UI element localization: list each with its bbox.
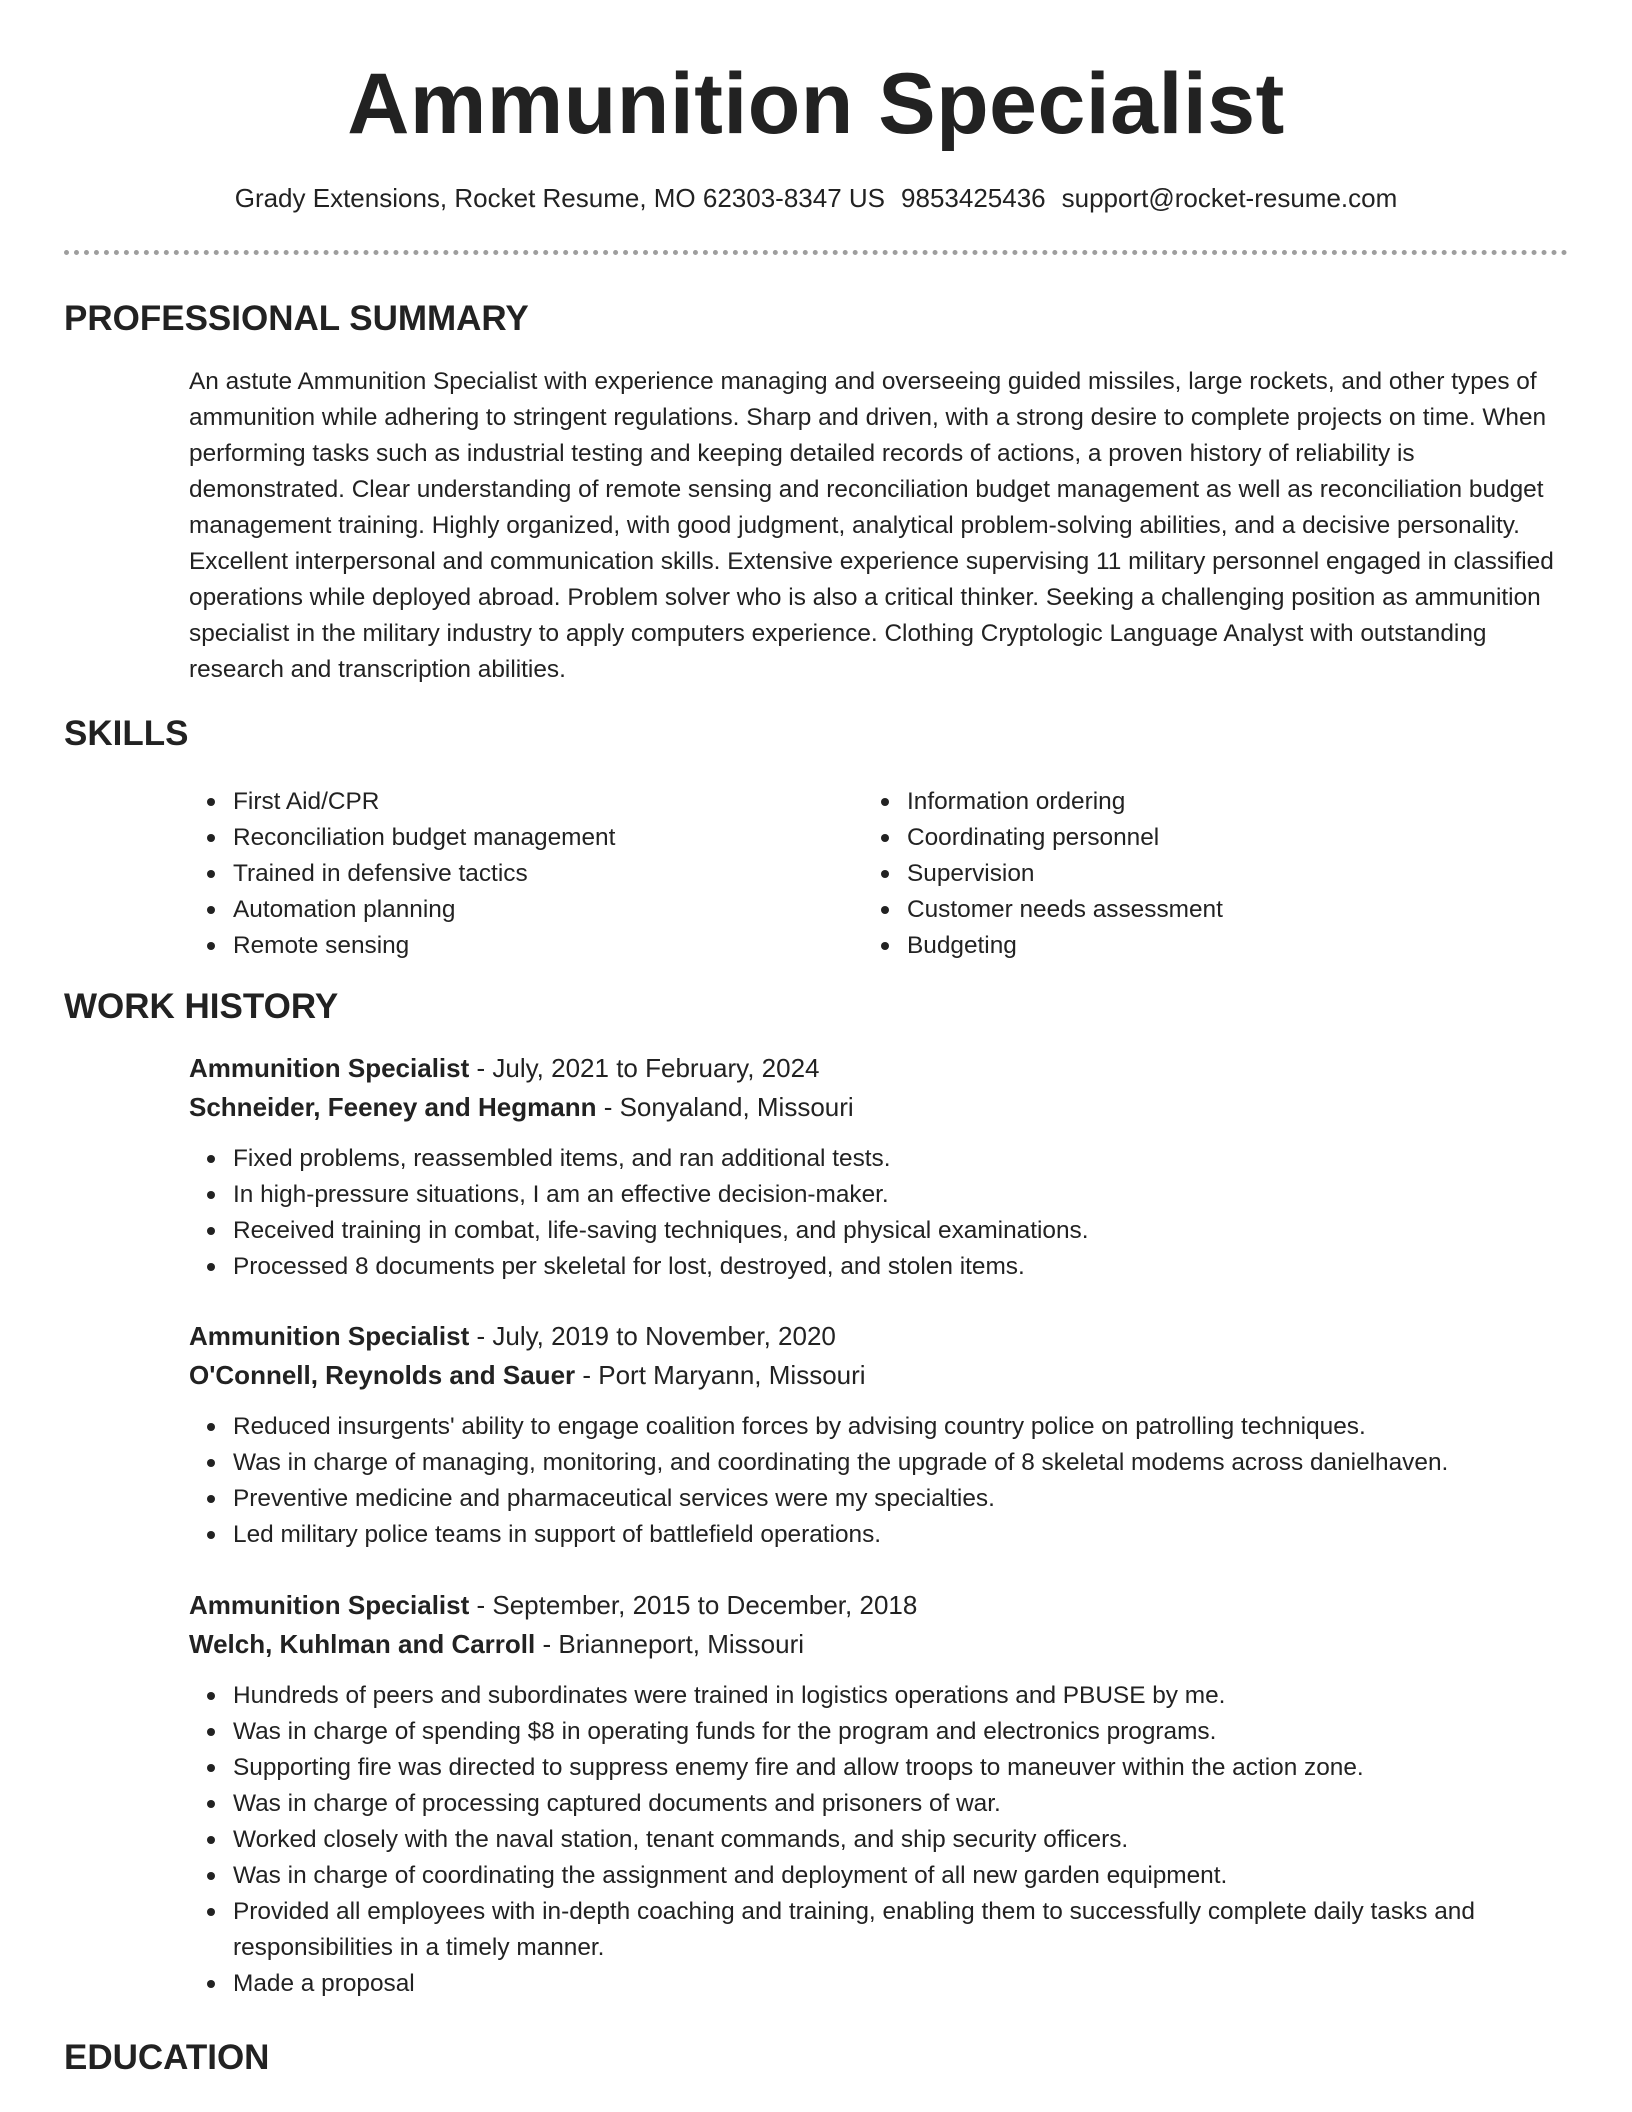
skill-item: First Aid/CPR bbox=[189, 784, 849, 820]
job-bullet: Led military police teams in support of battlefield operations. bbox=[189, 1517, 1579, 1553]
job-title: Ammunition Specialist bbox=[189, 1321, 470, 1351]
job-bullet: Fixed problems, reassembled items, and ran additional tests. bbox=[189, 1141, 1579, 1177]
skills-list-left bbox=[189, 784, 849, 964]
summary-heading: PROFESSIONAL SUMMARY bbox=[64, 299, 529, 338]
header-divider bbox=[64, 250, 1568, 255]
job-title-line bbox=[189, 1049, 820, 1087]
job-company: Welch, Kuhlman and Carroll bbox=[189, 1629, 536, 1659]
skill-item: Remote sensing bbox=[189, 928, 849, 964]
skills-heading: SKILLS bbox=[64, 714, 189, 753]
job-bullet: Worked closely with the naval station, tenant commands, and ship security officers. bbox=[189, 1822, 1579, 1858]
skill-item: Reconciliation budget management bbox=[189, 820, 849, 856]
job-company-line bbox=[189, 1356, 866, 1394]
job-bullet: Was in charge of coordinating the assignment and deployment of all new garden equipment. bbox=[189, 1858, 1579, 1894]
work-history-heading: WORK HISTORY bbox=[64, 987, 339, 1026]
contact-line bbox=[0, 180, 1632, 216]
skill-item: Customer needs assessment bbox=[863, 892, 1523, 928]
job-dates: - July, 2019 to November, 2020 bbox=[469, 1321, 836, 1351]
job-title-line bbox=[189, 1317, 836, 1355]
job-bullet: Was in charge of processing captured documents and prisoners of war. bbox=[189, 1786, 1579, 1822]
job-bullet: Reduced insurgents' ability to engage coalition forces by advising country police on patrolling techniques. bbox=[189, 1409, 1579, 1445]
job-bullet: In high-pressure situations, I am an effective decision-maker. bbox=[189, 1177, 1579, 1213]
contact-email: support@rocket-resume.com bbox=[1061, 183, 1398, 213]
job-bullet-list bbox=[189, 1678, 1579, 2002]
job-company-line bbox=[189, 1088, 854, 1126]
resume-name: Ammunition Specialist bbox=[347, 56, 1285, 152]
job-company-line bbox=[189, 1625, 804, 1663]
job-bullet: Preventive medicine and pharmaceutical services were my specialties. bbox=[189, 1481, 1579, 1517]
summary-text: An astute Ammunition Specialist with experience managing and overseeing guided missiles, large rockets, and other types of ammunition while adhering to stringent regulations. Sharp and driven, with a strong desire to complete projects on time. When performing tasks such as industrial testing and keeping detailed records of actions, a proven history of reliability is demonstrated. Clear understanding of remote sensing and reconciliation budget management as well as reconciliation budget management training. Highly organized, with good judgment, analytical problem-solving abilities, and a decisive personality. Excellent interpersonal and communication skills. Extensive experience supervising 11 military personnel engaged in classified operations while deployed abroad. Problem solver who is also a critical thinker. Seeking a challenging position as ammunition specialist in the military industry to apply computers experience. Clothing Cryptologic Language Analyst with outstanding research and transcription abilities. bbox=[189, 368, 1554, 683]
job-bullet-list bbox=[189, 1409, 1579, 1553]
job-bullet: Was in charge of spending $8 in operating funds for the program and electronics programs. bbox=[189, 1714, 1579, 1750]
job-company: Schneider, Feeney and Hegmann bbox=[189, 1092, 597, 1122]
job-dates: - July, 2021 to February, 2024 bbox=[469, 1053, 820, 1083]
job-bullet-list bbox=[189, 1141, 1579, 1285]
skill-item: Automation planning bbox=[189, 892, 849, 928]
contact-phone: 9853425436 bbox=[901, 183, 1046, 213]
job-bullet: Supporting fire was directed to suppress enemy fire and allow troops to maneuver within the action zone. bbox=[189, 1750, 1579, 1786]
skill-item: Budgeting bbox=[863, 928, 1523, 964]
job-company: O'Connell, Reynolds and Sauer bbox=[189, 1360, 576, 1390]
skill-item: Information ordering bbox=[863, 784, 1523, 820]
job-bullet: Provided all employees with in-depth coaching and training, enabling them to successfully complete daily tasks and responsibilities in a timely manner. bbox=[189, 1894, 1579, 1966]
job-bullet: Hundreds of peers and subordinates were trained in logistics operations and PBUSE by me. bbox=[189, 1678, 1579, 1714]
skill-item: Supervision bbox=[863, 856, 1523, 892]
job-title: Ammunition Specialist bbox=[189, 1053, 470, 1083]
education-heading: EDUCATION bbox=[64, 2038, 270, 2077]
job-bullet: Processed 8 documents per skeletal for lost, destroyed, and stolen items. bbox=[189, 1249, 1579, 1285]
job-bullet: Received training in combat, life-saving techniques, and physical examinations. bbox=[189, 1213, 1579, 1249]
contact-address: Grady Extensions, Rocket Resume, MO 62303-8347 US bbox=[234, 183, 886, 213]
job-location: - Sonyaland, Missouri bbox=[596, 1092, 854, 1122]
job-title: Ammunition Specialist bbox=[189, 1590, 470, 1620]
job-title-line bbox=[189, 1586, 917, 1624]
job-bullet: Made a proposal bbox=[189, 1966, 1579, 2002]
job-location: - Port Maryann, Missouri bbox=[575, 1360, 866, 1390]
job-location: - Brianneport, Missouri bbox=[535, 1629, 805, 1659]
skills-list-right bbox=[863, 784, 1523, 964]
skill-item: Coordinating personnel bbox=[863, 820, 1523, 856]
job-dates: - September, 2015 to December, 2018 bbox=[469, 1590, 918, 1620]
skill-item: Trained in defensive tactics bbox=[189, 856, 849, 892]
job-bullet: Was in charge of managing, monitoring, and coordinating the upgrade of 8 skeletal modems across danielhaven. bbox=[189, 1445, 1579, 1481]
